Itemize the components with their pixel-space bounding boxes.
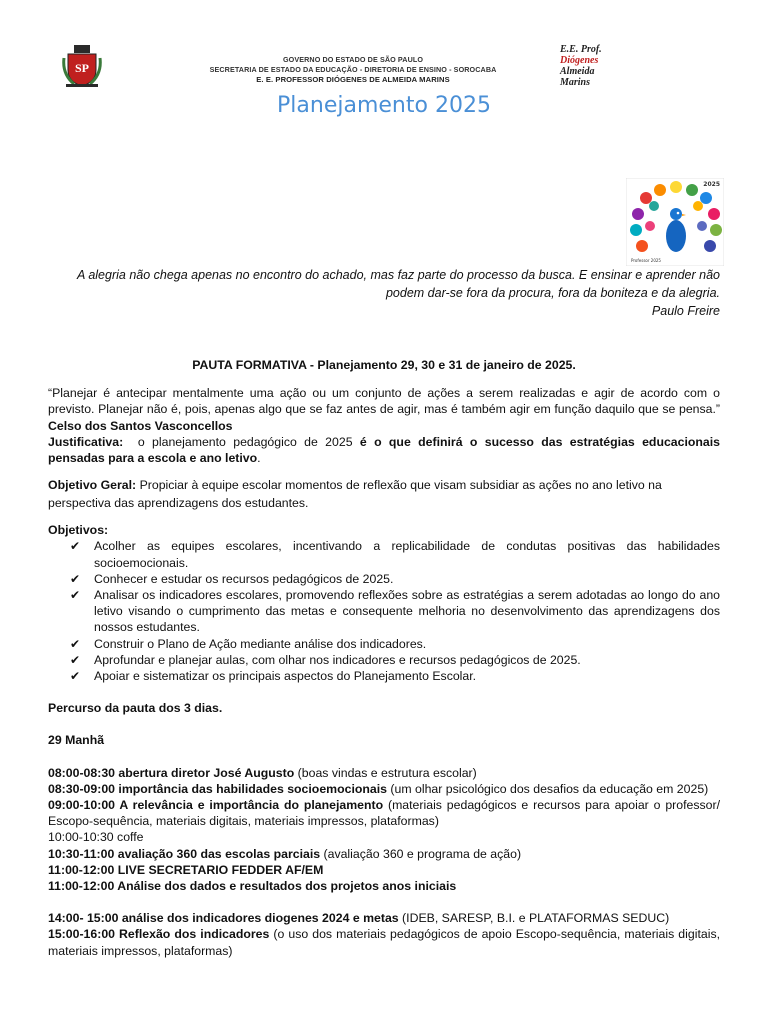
intro-author: Celso dos Santos Vasconcellos — [48, 418, 233, 433]
schedule-item — [48, 926, 720, 958]
letterhead-line-2: SECRETARIA DE ESTADO DA EDUCAÇÃO - DIRETORIA DE ENSINO - SOROCABA — [209, 65, 497, 74]
objetivos-label — [48, 522, 720, 538]
intro-quote: “Planejar é antecipar mentalmente uma ação ou um conjunto de ações a serem realizadas e agir de acordo com o previsto. Planejar não é, pois, apenas algo que se faz antes de agir, mas é também agir em função daquilo que se pensa.” — [48, 386, 720, 417]
schedule-item-detail: (boas vindas e estrutura escolar) — [294, 765, 477, 780]
checkmark-icon: ✔ — [70, 588, 81, 603]
objetivos-label-text: Objetivos: — [48, 523, 109, 538]
percurso-heading — [48, 700, 720, 716]
schedule-item-title: 08:00-08:30 abertura diretor José Augusto — [48, 765, 295, 780]
percurso-text: Percurso da pauta dos 3 dias. — [48, 701, 223, 716]
list-item-text: Apoiar e sistematizar os principais aspectos do Planejamento Escolar. — [94, 669, 477, 684]
list-item — [70, 571, 720, 587]
image-year-label: 2025 — [703, 181, 720, 188]
objetivos-list — [48, 538, 720, 684]
schedule-item — [48, 781, 720, 797]
crest-letters: SP — [74, 61, 90, 75]
checkmark-icon: ✔ — [70, 539, 81, 554]
peacock-illustration-icon — [626, 178, 724, 266]
objetivo-geral-text: Propiciar à equipe escolar momentos de reflexão que visam subsidiar as ações no ano letivo na perspectiva das aprendizagens dos estudantes. — [48, 478, 662, 511]
objetivo-geral-label: Objetivo Geral: — [48, 478, 137, 493]
schedule-item-detail: 10:00-10:30 coffe — [48, 830, 144, 845]
letterhead — [48, 42, 720, 92]
checkmark-icon: ✔ — [70, 669, 81, 684]
epigraph-line-1: A alegria não chega apenas no encontro do achado, mas faz parte do processo da busca. E ensinar e aprender não — [76, 268, 720, 282]
justificativa-end: . — [257, 451, 261, 466]
spacer — [48, 512, 720, 522]
school-logo — [560, 44, 630, 88]
schedule-item-detail: (materiais pedagógicos e recursos para apoiar o professor/ Escopo-sequência, materiais digitais, materiais impressos, plataformas) — [48, 798, 720, 829]
school-logo-line: E.E. Prof. — [560, 44, 602, 55]
checkmark-icon: ✔ — [70, 636, 81, 651]
schedule-item-title: 10:30-11:00 avaliação 360 das escolas parciais — [48, 846, 321, 861]
schedule-item — [48, 797, 720, 829]
school-logo-line: Almeida — [560, 66, 595, 77]
schedule-morning — [48, 765, 720, 895]
list-item — [70, 538, 720, 570]
schedule-item-title: 08:30-09:00 importância das habilidades socioemocionais — [48, 781, 387, 796]
schedule-item-title: 15:00-16:00 Reflexão dos indicadores — [48, 927, 270, 942]
list-item-text: Acolher as equipes escolares, incentivando a replicabilidade de condutas positivas das habilidades socioemocionais. — [94, 539, 720, 570]
schedule-item — [48, 862, 720, 878]
justificativa-text: o planejamento pedagógico de 2025 — [137, 434, 353, 449]
spacer — [48, 749, 720, 765]
schedule-item-detail: (avaliação 360 e programa de ação) — [320, 846, 522, 861]
state-crest-icon — [62, 44, 102, 88]
letterhead-line-3: E. E. PROFESSOR DIÓGENES DE ALMEIDA MARINS — [256, 75, 450, 84]
list-item-text: Conhecer e estudar os recursos pedagógicos de 2025. — [94, 571, 394, 586]
schedule-item — [48, 829, 720, 845]
justificativa-bold: é o que definirá o sucesso das estratégias educacionais pensadas para a escola e ano letivo — [48, 434, 720, 466]
spacer — [48, 466, 720, 476]
school-logo-line: Diógenes — [560, 55, 599, 66]
page-title: Planejamento 2025 — [277, 93, 491, 118]
spacer — [48, 684, 720, 700]
schedule-item — [48, 910, 720, 926]
schedule-item-detail: (IDEB, SARESP, B.I. e PLATAFORMAS SEDUC) — [398, 911, 670, 926]
checkmark-icon: ✔ — [70, 652, 81, 667]
list-item — [70, 636, 720, 652]
epigraph-author: Paulo Freire — [651, 304, 720, 318]
image-caption: Professor 2025 — [631, 258, 661, 263]
day-text: 29 Manhã — [48, 733, 105, 748]
day-heading — [48, 732, 720, 748]
list-item-text: Construir o Plano de Ação mediante análise dos indicadores. — [94, 636, 427, 651]
list-item — [70, 587, 720, 636]
spacer — [48, 894, 720, 910]
schedule-item — [48, 878, 720, 894]
intro-paragraph — [48, 385, 720, 434]
list-item-text: Analisar os indicadores escolares, promovendo reflexões sobre as estratégias a serem adotadas ao longo do ano letivo visando o cumprimento das metas e consequente melhoria no desenvolvimento das aprendizagens dos nossos estudantes. — [94, 588, 720, 635]
list-item-text: Aprofundar e planejar aulas, com olhar nos indicadores e recursos pedagógicos de 2025. — [94, 652, 581, 667]
schedule-afternoon — [48, 910, 720, 959]
objetivo-geral-paragraph — [48, 476, 720, 512]
schedule-item — [48, 846, 720, 862]
justificativa-paragraph — [48, 434, 720, 466]
checkmark-icon: ✔ — [70, 571, 81, 586]
schedule-item-title: 11:00-12:00 Análise dos dados e resultados dos projetos anos iniciais — [48, 879, 457, 894]
schedule-item-title: 09:00-10:00 A relevância e importância do planejamento — [48, 798, 384, 813]
schedule-item-detail: (um olhar psicológico dos desafios da educação em 2025) — [386, 781, 709, 796]
letterhead-line-1: GOVERNO DO ESTADO DE SÃO PAULO — [282, 55, 424, 64]
justificativa-label: Justificativa: — [48, 434, 124, 449]
schedule-item-detail: (o uso dos materiais pedagógicos de apoio Escopo-sequência, materiais digitais, materiais impressos, plataformas) — [48, 927, 721, 958]
list-item — [70, 668, 720, 684]
schedule-item-title: 14:00- 15:00 análise dos indicadores diogenes 2024 e metas — [48, 911, 399, 926]
schedule-item-title: 11:00-12:00 LIVE SECRETARIO FEDDER AF/EM — [48, 862, 324, 877]
pauta-heading: PAUTA FORMATIVA - Planejamento 29, 30 e 31 de janeiro de 2025. — [192, 358, 576, 372]
list-item — [70, 652, 720, 668]
schedule-item — [48, 765, 720, 781]
document-body — [48, 357, 720, 959]
letterhead-text — [178, 55, 528, 85]
epigraph — [48, 266, 720, 320]
school-logo-line: Marins — [560, 77, 591, 88]
epigraph-line-2: podem dar-se fora da procura, fora da boniteza e da alegria. — [385, 286, 720, 300]
spacer — [48, 716, 720, 732]
